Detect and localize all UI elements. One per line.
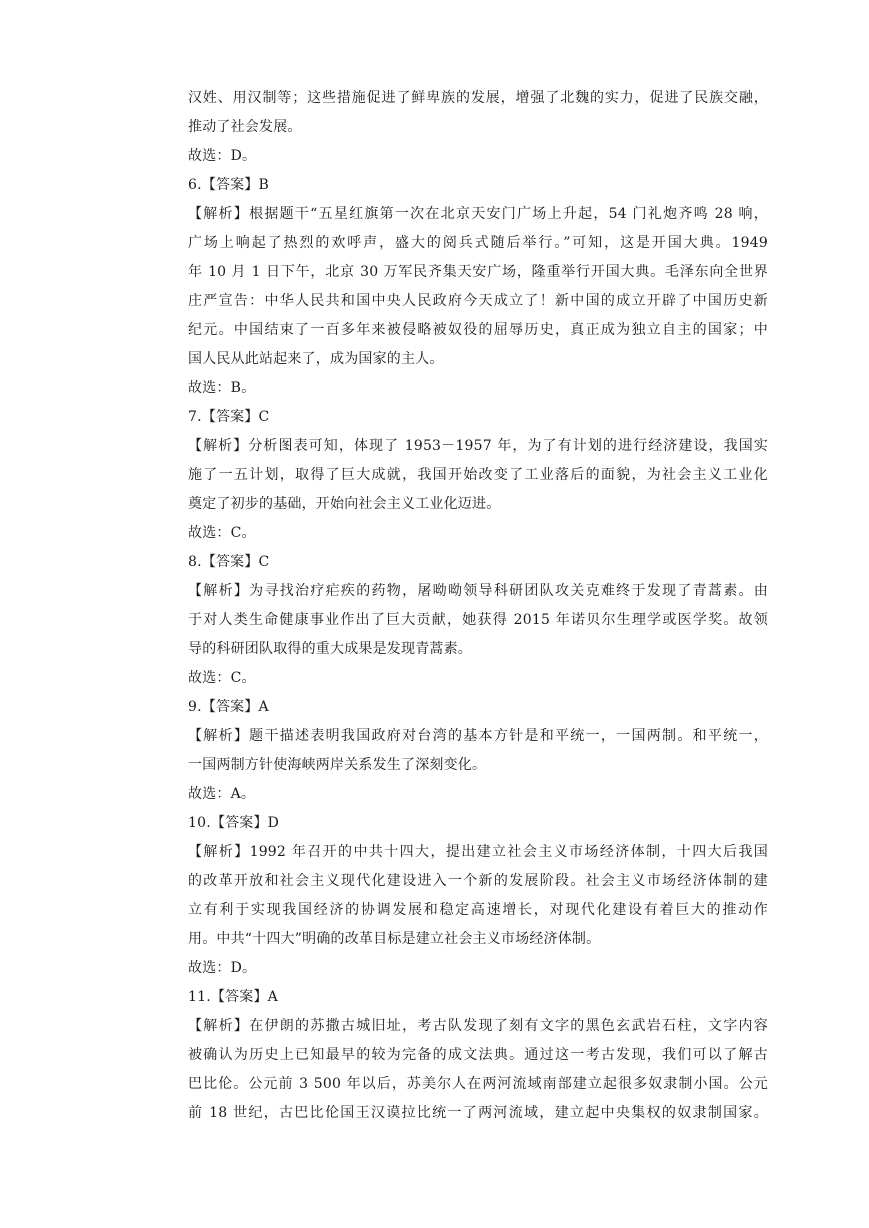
text-line: 汉姓、用汉制等；这些措施促进了鲜卑族的发展，增强了北魏的实力，促进了民族交融， bbox=[188, 90, 768, 106]
text-line: 用。中共“十四大”明确的改革目标是建立社会主义市场经济体制。 bbox=[188, 931, 601, 947]
text-line: 被确认为历史上已知最早的较为完备的成文法典。通过这一考古发现，我们可以了解古 bbox=[188, 1047, 768, 1063]
answer-choice-line: 故选：D。 bbox=[188, 960, 257, 976]
answer-choice-line: 故选：C。 bbox=[188, 670, 256, 686]
answer-choice-line: 故选：C。 bbox=[188, 525, 256, 541]
document-page bbox=[188, 84, 768, 1128]
text-line: 导的科研团队取得的重大成果是发现青蒿素。 bbox=[188, 641, 472, 657]
text-line: 【解析】1992 年召开的中共十四大，提出建立社会主义市场经济体制，十四大后我国 bbox=[188, 844, 768, 860]
answer-choice-line: 故选：D。 bbox=[188, 148, 257, 164]
text-line: 【解析】在伊朗的苏撒古城旧址，考古队发现了刻有文字的黑色玄武岩石柱，文字内容 bbox=[188, 1018, 768, 1034]
answer-heading: 6.【答案】B bbox=[188, 177, 270, 193]
text-line: 立有利于实现我国经济的协调发展和稳定高速增长，对现代化建设有着巨大的推动作 bbox=[188, 902, 768, 918]
text-line: 推动了社会发展。 bbox=[188, 119, 302, 135]
text-line: 年 10 月 1 日下午，北京 30 万军民齐集天安广场，隆重举行开国大典。毛泽东向全世界 bbox=[188, 264, 768, 280]
text-line: 【解析】题干描述表明我国政府对台湾的基本方针是和平统一，一国两制。和平统一， bbox=[188, 728, 768, 744]
text-line: 【解析】为寻找治疗疟疾的药物，屠呦呦领导科研团队攻关克难终于发现了青蒿素。由 bbox=[188, 583, 768, 599]
text-line: 施了一五计划，取得了巨大成就，我国开始改变了工业落后的面貌，为社会主义工业化 bbox=[188, 467, 768, 483]
answer-choice-line: 故选：B。 bbox=[188, 380, 256, 396]
answer-heading: 8.【答案】C bbox=[188, 554, 270, 570]
text-line: 庄严宣告：中华人民共和国中央人民政府今天成立了！新中国的成立开辟了中国历史新 bbox=[188, 293, 768, 309]
text-line: 巴比伦。公元前 3 500 年以后，苏美尔人在两河流域南部建立起很多奴隶制小国。公元 bbox=[188, 1076, 768, 1092]
text-line: 【解析】根据题干“五星红旗第一次在北京天安门广场上升起，54 门礼炮齐鸣 28 响， bbox=[188, 206, 768, 222]
text-line: 前 18 世纪，古巴比伦国王汉谟拉比统一了两河流域，建立起中央集权的奴隶制国家。 bbox=[188, 1105, 768, 1121]
answer-heading: 9.【答案】A bbox=[188, 699, 269, 715]
answer-choice-line: 故选：A。 bbox=[188, 786, 256, 802]
text-line: 【解析】分析图表可知，体现了 1953－1957 年，为了有计划的进行经济建设，我国实 bbox=[188, 438, 768, 454]
text-line: 的改革开放和社会主义现代化建设进入一个新的发展阶段。社会主义市场经济体制的建 bbox=[188, 873, 768, 889]
answer-heading: 11.【答案】A bbox=[188, 989, 278, 1005]
answer-heading: 7.【答案】C bbox=[188, 409, 270, 425]
text-line: 纪元。中国结束了一百多年来被侵略被奴役的屈辱历史，真正成为独立自主的国家；中 bbox=[188, 322, 768, 338]
text-line: 于对人类生命健康事业作出了巨大贡献，她获得 2015 年诺贝尔生理学或医学奖。故领 bbox=[188, 612, 768, 628]
text-line: 奠定了初步的基础，开始向社会主义工业化迈进。 bbox=[188, 496, 501, 512]
answer-heading: 10.【答案】D bbox=[188, 815, 280, 831]
text-line: 国人民从此站起来了，成为国家的主人。 bbox=[188, 351, 444, 367]
text-line: 一国两制方针使海峡两岸关系发生了深刻变化。 bbox=[188, 757, 487, 773]
text-line: 广场上响起了热烈的欢呼声，盛大的阅兵式随后举行。”可知，这是开国大典。1949 bbox=[188, 235, 768, 251]
